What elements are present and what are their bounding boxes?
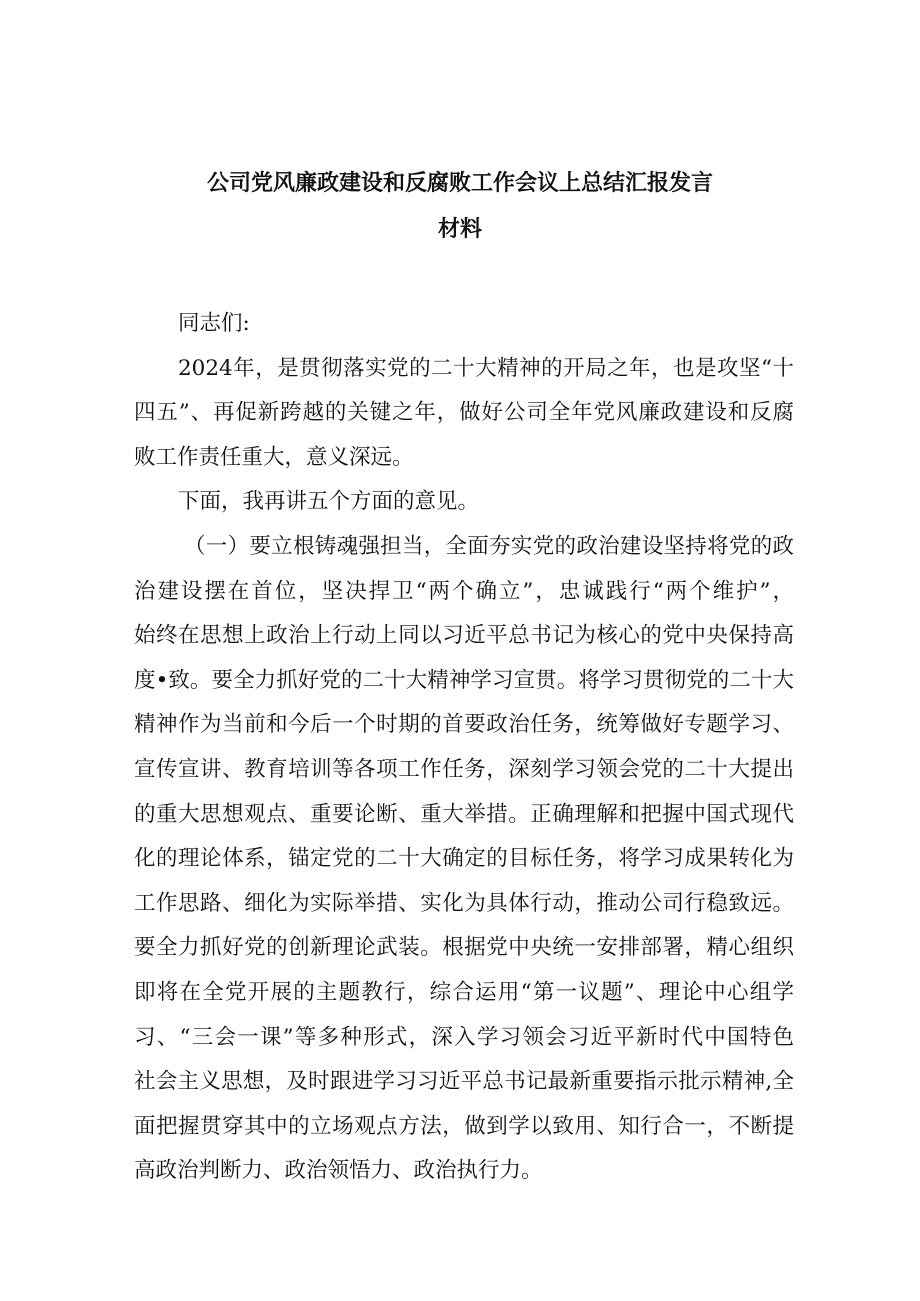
salutation: 同志们: [178,311,250,336]
paragraph-1-line: 败工作责任重大，意义深远。 [134,444,414,470]
paragraph-3-line: 面把握贯穿其中的立场观点方法，做到学以致用、知行合一，不断提 [134,1113,794,1139]
paragraph-3-line: 宣传宣讲、教育培训等各项工作任务，深刻学习领会党的二十大提出 [134,756,794,782]
paragraph-3-line: 化的理论体系，锚定党的二十大确定的目标任务，将学习成果转化为 [134,846,794,872]
paragraph-1-line: 四五”、再促新跨越的关键之年，做好公司全年党风廉政建设和反腐 [134,400,794,426]
paragraph-3-line: 治建设摆在首位，坚决捍卫“两个确立”，忠诚践行“两个维护”， [134,578,794,604]
paragraph-1-line: 2024年，是贯彻落实党的二十大精神的开局之年，也是攻坚“十 [178,355,794,381]
paragraph-3-line: 始终在思想上政治上行动上同以习近平总书记为核心的党中央保持高 [134,623,794,649]
document-title-line-1: 公司党风廉政建设和反腐败工作会议上总结汇报发言 [206,170,713,196]
paragraph-3-line: 高政治判断力、政治领悟力、政治执行力。 [134,1158,543,1184]
paragraph-3-line: 精神作为当前和今后一个时期的首要政治任务，统筹做好专题学习、 [134,712,794,738]
paragraph-3-line: 的重大思想观点、重要论断、重大举措。正确理解和把握中国式现代 [134,801,794,827]
paragraph-2-line: 下面，我再讲五个方面的意见。 [178,489,480,515]
document-title-line-2: 材料 [437,216,482,242]
paragraph-3-line: 即将在全党开展的主题教行，综合运用“第一议题”、理论中心组学 [134,979,794,1005]
paragraph-3-line: 社会主义思想，及时跟进学习习近平总书记最新重要指示批示精神,全 [134,1069,794,1095]
paragraph-3-line: 度•致。要全力抓好党的二十大精神学习宣贯。将学习贯彻党的二十大 [134,667,794,693]
paragraph-3-line: 要全力抓好党的创新理论武装。根据党中央统一安排部署，精心组织 [134,935,794,961]
paragraph-3-line: （一）要立根铸魂强担当，全面夯实党的政治建设坚持将党的政 [184,533,794,559]
document-body [134,302,794,1194]
paragraph-3-line: 习、“三会一课”等多种形式，深入学习领会习近平新时代中国特色 [134,1024,794,1050]
paragraph-3-line: 工作思路、细化为实际举措、实化为具体行动，推动公司行稳致远。 [134,890,794,916]
